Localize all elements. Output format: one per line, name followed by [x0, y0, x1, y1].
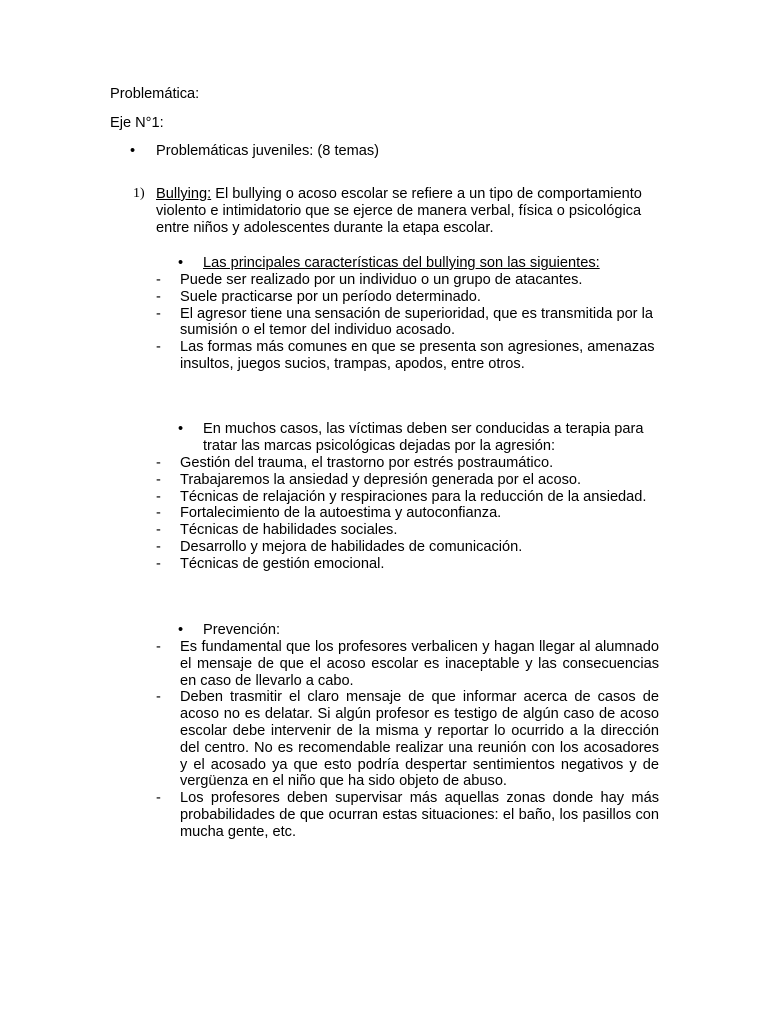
dash-icon: - [156, 639, 161, 655]
list-item: - Suele practicarse por un período determinado. [156, 288, 481, 305]
bullet-icon: • [130, 143, 136, 159]
dash-icon: - [156, 522, 161, 539]
dash-icon: - [156, 689, 161, 706]
dash-icon: - [156, 790, 161, 807]
dash-icon: - [156, 305, 161, 322]
dash-icon: - [156, 471, 161, 488]
prevention-title: Prevención: [203, 622, 281, 638]
item-body [156, 186, 661, 236]
dash-icon: - [156, 505, 161, 522]
dash-icon: - [156, 339, 161, 356]
list-item: - Deben trasmitir el claro mensaje de que informar acerca de casos de acoso no es delatar. Si algún profesor es testigo de algún caso de acoso escolar debe intervenir de la misma y reportar lo ocurrido a la dirección del centro. No es recomendable realizar una reunión con los acosadores y el acosado ya que esto podría despertar sentimientos negativos y de vergüenza en el niño que ha sido objeto de abuso. [156, 689, 659, 790]
heading-eje: Eje N°1: [110, 115, 164, 131]
item-title: Bullying: [156, 186, 212, 202]
list-item: - Técnicas de relajación y respiraciones para la reducción de la ansiedad. [156, 488, 647, 505]
list-item: - Fortalecimiento de la autoestima y autoconfianza. [156, 505, 502, 522]
dash-icon: - [156, 555, 161, 572]
bullet-icon: • [178, 255, 184, 271]
list-item: - Desarrollo y mejora de habilidades de comunicación. [156, 538, 523, 555]
therapy-list [156, 455, 659, 573]
dash-icon: - [156, 455, 161, 471]
prevention-list [156, 639, 659, 841]
heading-problematica: Problemática: [110, 86, 200, 102]
list-item: - Gestión del trauma, el trastorno por estrés postraumático. [156, 455, 554, 471]
list-item: - Trabajaremos la ansiedad y depresión generada por el acoso. [156, 471, 582, 488]
list-item: - El agresor tiene una sensación de superioridad, que es transmitida por la sumisión o el temor del individuo acosado. [156, 305, 653, 339]
dash-icon: - [156, 288, 161, 305]
bullet-icon: • [178, 622, 184, 638]
characteristics-list [156, 272, 659, 373]
therapy-title: En muchos casos, las víctimas deben ser conducidas a terapia para tratar las marcas psicológicas dejadas por la agresión: [203, 421, 644, 454]
list-item: - Es fundamental que los profesores verbalicen y hagan llegar al alumnado el mensaje de que el acoso escolar es inaceptable y las consecuencias en caso de llevarlo a cabo. [156, 639, 659, 689]
item-number: 1) [133, 186, 145, 201]
dash-icon: - [156, 488, 161, 505]
list-item: - Las formas más comunes en que se presenta son agresiones, amenazas insultos, juegos sucios, trampas, apodos, entre otros. [156, 339, 655, 372]
topic-bullet-text: Problemáticas juveniles: (8 temas) [156, 143, 380, 159]
bullet-icon: • [178, 421, 184, 437]
item-text: El bullying o acoso escolar se refiere a un tipo de comportamiento violento e intimidatorio que se ejerce de manera verbal, física o psicológica entre niños y adolescentes durante la etapa escolar. [156, 186, 642, 236]
dash-icon: - [156, 272, 161, 288]
list-item: - Los profesores deben supervisar más aquellas zonas donde hay más probabilidades de que ocurran estas situaciones: el baño, los pasillos con mucha gente, etc. [156, 790, 659, 840]
characteristics-title: Las principales características del bullying son las siguientes: [203, 255, 600, 271]
dash-icon: - [156, 538, 161, 555]
list-item: - Puede ser realizado por un individuo o un grupo de atacantes. [156, 272, 583, 288]
list-item: - Técnicas de gestión emocional. [156, 555, 385, 572]
list-item: - Técnicas de habilidades sociales. [156, 522, 398, 539]
